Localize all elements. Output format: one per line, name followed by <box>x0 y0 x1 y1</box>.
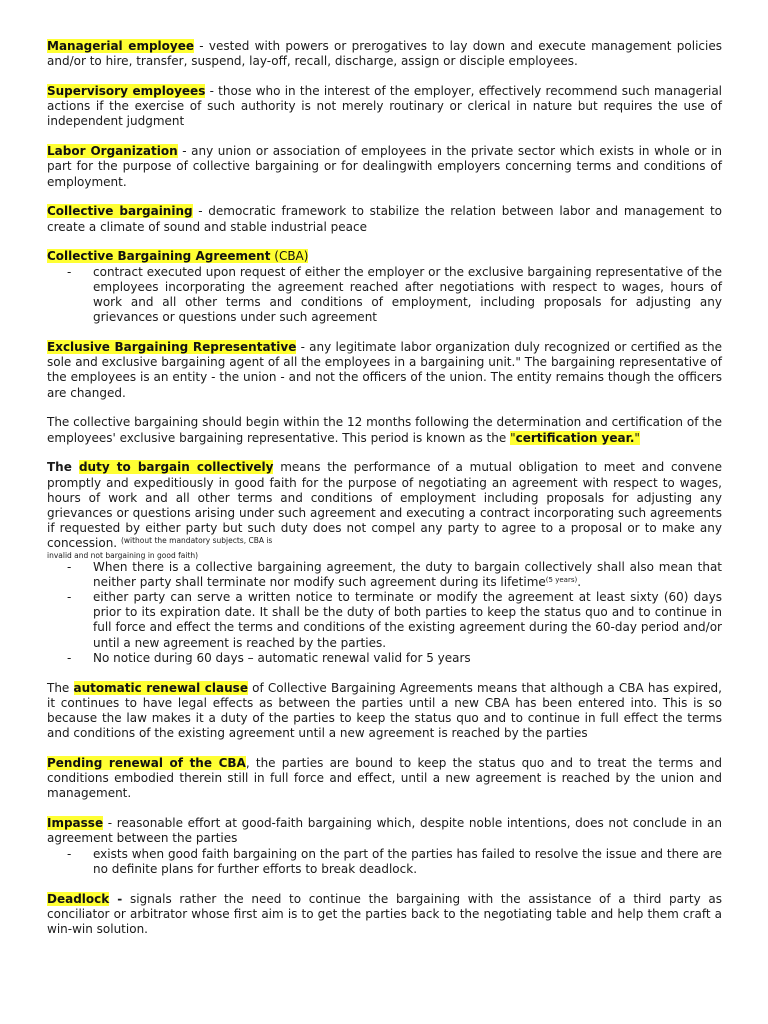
term-cba-abbr: (CBA) <box>270 249 309 264</box>
def-managerial-employee: - vested with powers or prerogatives to lay down and execute management policies and/or to hire, transfer, suspend, lay-off, recall, discharge, assign or disciple employees. <box>47 39 722 69</box>
def-collective-bargaining: - democratic framework to stabilize the relation between labor and management to create a climate of sound and stable industrial peace <box>47 204 722 234</box>
term-cba-name: Collective Bargaining Agreement <box>47 249 271 264</box>
automatic-renewal-paragraph <box>47 681 722 742</box>
duty-paragraph <box>47 460 722 559</box>
document-page <box>47 39 722 952</box>
term-supervisory-employees: Supervisory employees <box>47 84 206 98</box>
ebr-paragraph <box>47 340 722 401</box>
term-automatic-renewal-clause: automatic renewal clause <box>73 680 248 695</box>
duty-note-a: (without the mandatory subjects, CBA is <box>120 536 273 546</box>
list-item: - exists when good faith bargaining on the part of the parties has failed to resolve the issue and there are no definite plans for further efforts to break deadlock. <box>47 847 722 877</box>
certification-year-paragraph <box>47 415 722 445</box>
term-managerial-employee: Managerial employee <box>47 39 194 53</box>
duty-lead: The <box>47 460 79 475</box>
duty-item-1-text: When there is a collective bargaining agreement, the duty to bargain collectively shall also mean that neither party shall terminate nor modify such agreement during its lifetime <box>93 559 722 589</box>
term-duty-to-bargain: duty to bargain collectively <box>78 460 274 475</box>
term-impasse: Impasse <box>47 816 104 831</box>
duty-list <box>47 560 722 666</box>
def-duty-to-bargain: means the performance of a mutual obligation to meet and convene promptly and expeditiously in good faith for the purpose of negotiating an agreement with respect to wages, hours of work and all other terms and conditions of employment including proposals for adjusting any grievances or questions arising under such agreement and executing a contract incorporating such agreements if requested by either party but such duty does not compel any party to agree to a proposal or to make any concession. <box>47 460 722 551</box>
deadlock-dash: - <box>109 891 123 906</box>
term-certification-year-wrap <box>510 431 640 445</box>
list-item: - contract executed upon request of either the employer or the exclusive bargaining representative of the employees incorporating the agreement reached after negotiations with respect to wages, hours of work and all other terms and conditions of employment, including proposals for adjusting any grievances or questions under such agreement <box>47 265 722 326</box>
cba-heading <box>47 249 722 264</box>
impasse-paragraph <box>47 816 722 846</box>
auto-renewal-lead: The <box>47 680 74 695</box>
cba-list <box>47 265 722 326</box>
term-cba <box>47 249 308 263</box>
list-item: - either party can serve a written notice to terminate or modify the agreement at least sixty (60) days prior to its expiration date. It shall be the duty of both parties to keep the status quo and to continue in full force and effect the terms and conditions of the existing agreement during the 60-day period and/or until a new agreement is reached by the parties. <box>47 590 722 651</box>
certification-year-text: The collective bargaining should begin within the 12 months following the determination and certification of the employees' exclusive bargaining representative. This period is known as the <box>47 415 722 445</box>
impasse-list <box>47 847 722 877</box>
def-deadlock: signals rather the need to continue the bargaining with the assistance of a third party as conciliator or arbitrator whose first aim is to get the parties back to the negotiating table and help them craft a win-win solution. <box>47 891 722 937</box>
duty-item-1-sup: (5 years) <box>545 575 578 584</box>
duty-item-1-end: . <box>577 574 582 589</box>
collective-bargaining-paragraph <box>47 204 722 234</box>
close-quote: " <box>634 430 640 445</box>
pending-renewal-paragraph <box>47 756 722 802</box>
labor-organization-paragraph <box>47 144 722 190</box>
def-impasse: - reasonable effort at good-faith bargaining which, despite noble intentions, does not conclude in an agreement between the parties <box>47 816 722 846</box>
supervisory-employees-paragraph <box>47 84 722 130</box>
list-item: - No notice during 60 days – automatic renewal valid for 5 years <box>47 651 722 666</box>
duty-note-b: invalid and not bargaining in good faith) <box>47 550 199 560</box>
def-supervisory-employees: - those who in the interest of the employer, effectively recommend such managerial actions if the exercise of such authority is not merely routinary or clerical in nature but requires the use of independent judgment <box>47 84 723 129</box>
def-automatic-renewal-clause: of Collective Bargaining Agreements means that although a CBA has expired, it continues to have legal effects as between the parties until a new CBA has been entered into. This is so because the law makes it a duty of the parties to keep the status quo and to continue in full effect the terms and conditions of the existing agreement until a new agreement is reached by the parties <box>47 680 722 741</box>
term-labor-organization: Labor Organization <box>47 144 178 159</box>
term-exclusive-bargaining-representative: Exclusive Bargaining Representative <box>47 340 297 355</box>
managerial-employee-paragraph <box>47 39 722 69</box>
term-deadlock: Deadlock <box>47 891 110 906</box>
term-certification-year: certification year. <box>515 430 635 445</box>
open-quote: " <box>510 430 516 445</box>
def-exclusive-bargaining-representative: - any legitimate labor organization duly recognized or certified as the sole and exclusive bargaining agent of all the employees in a bargaining unit." The bargaining representative of the employees is an entity - the union - and not the officers of the union. The entity remains though the officers are changed. <box>47 340 722 400</box>
list-item <box>47 560 722 590</box>
deadlock-paragraph <box>47 892 722 938</box>
term-collective-bargaining: Collective bargaining <box>47 204 193 219</box>
def-pending-renewal: , the parties are bound to keep the status quo and to treat the terms and conditions embodied therein still in full force and effect, until a new agreement is reached by the union and management. <box>47 756 722 801</box>
term-pending-renewal: Pending renewal of the CBA <box>47 756 246 771</box>
def-labor-organization: - any union or association of employees in the private sector which exists in whole or in part for the purpose of collective bargaining or for dealingwith employers concerning terms and conditions of employment. <box>47 144 722 189</box>
